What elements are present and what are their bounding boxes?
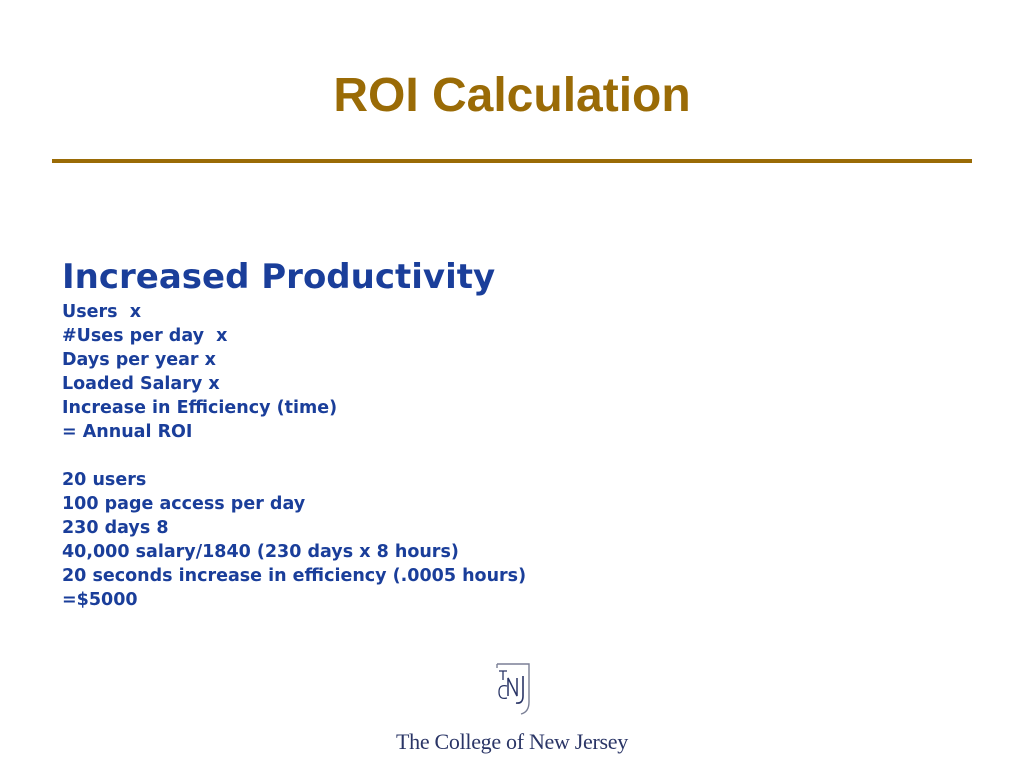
- example-line: =$5000: [62, 590, 138, 610]
- college-wordmark: The College of New Jersey: [396, 729, 628, 754]
- tcnj-monogram-icon: [495, 662, 531, 716]
- formula-line: Loaded Salary x: [62, 374, 220, 394]
- formula-line: Increase in Efficiency (time): [62, 398, 338, 418]
- example-line: 20 seconds increase in efficiency (.0005 hours): [62, 566, 527, 586]
- formula-line: #Uses per day x: [62, 326, 228, 346]
- formula-line: Users x: [62, 302, 142, 322]
- slide-body: [62, 254, 962, 612]
- college-logo: [380, 660, 644, 760]
- section-heading: Increased Productivity: [62, 257, 496, 297]
- blank-line: [62, 444, 962, 468]
- example-line: 40,000 salary/1840 (230 days x 8 hours): [62, 542, 459, 562]
- formula-list: [62, 300, 962, 612]
- example-line: 100 page access per day: [62, 494, 306, 514]
- title-divider: [52, 159, 972, 163]
- slide-title: ROI Calculation: [333, 69, 691, 122]
- example-line: 230 days 8: [62, 518, 169, 538]
- example-line: 20 users: [62, 470, 147, 490]
- formula-line: Days per year x: [62, 350, 216, 370]
- formula-line: = Annual ROI: [62, 422, 193, 442]
